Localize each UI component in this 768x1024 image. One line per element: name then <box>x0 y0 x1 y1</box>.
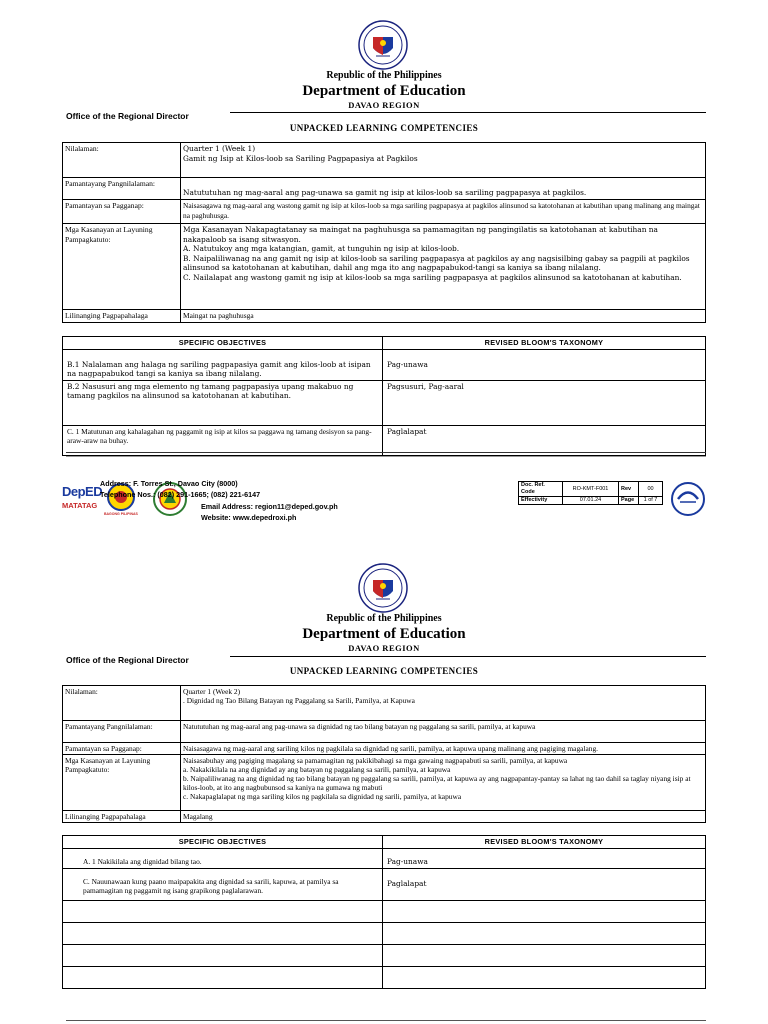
pagpapahalaga-label: Lilinanging Pagpapahalaga <box>63 811 181 823</box>
kasanayan-c: C. Nailalapat ang wastong gamit ng isip at kilos-loob sa mga sariling pagpapasya at pagkilos alinsunod sa katotohanan at kabutihan. <box>183 272 682 282</box>
pagpapahalaga-value: Maingat na paghuhusga <box>181 310 706 323</box>
objective-cell: B.2 Nasusuri ang mga elemento ng tamang pagpapasiya upang makabuo ng tamang pagkilos na alinsunod sa katotohanan at kabutihan. <box>63 380 383 425</box>
table-row <box>63 178 706 200</box>
table-row <box>63 900 706 922</box>
kasanayan-label: Mga Kasanayan at Layuning Pampagkatuto: <box>63 755 181 811</box>
department-title: Department of Education <box>302 626 466 642</box>
objective-cell: C. 1 Matutunan ang kahalagahan ng paggamit ng isip at kilos sa paggawa ng tamang desisyon sa pang-araw-araw na buhay. <box>63 425 383 455</box>
document-title: UNPACKED LEARNING COMPETENCIES <box>289 666 479 676</box>
footer-telephone: Telephone Nos.: (082) 291-1665; (082) 221-6147 <box>100 490 261 499</box>
pangnilalaman-value: Natututuhan ng mag-aaral ang pag-unawa sa dignidad ng tao bilang batayan ng paggalang sa sarili, pamilya, at kapuwa <box>181 721 706 743</box>
header-divider <box>230 656 706 657</box>
table-row <box>519 482 663 497</box>
header-divider <box>230 112 706 113</box>
pangnilalaman-value <box>181 178 706 200</box>
certification-badge-icon <box>668 480 708 518</box>
table-row <box>63 425 706 455</box>
table-header-row <box>63 337 706 350</box>
kasanayan-a: a. Nakakikilala na ang dignidad ay ang batayan ng paggalang sa sarili, pamilya, at kapuwa <box>183 765 451 774</box>
footer-divider <box>66 456 706 457</box>
table-row <box>63 755 706 811</box>
deped-logo-text: DepED <box>62 484 103 499</box>
region-title: DAVAO REGION <box>348 100 420 110</box>
table-row <box>63 686 706 721</box>
website-link[interactable]: Website: www.depedroxi.ph <box>201 513 297 522</box>
week1-content-table <box>62 142 706 323</box>
deped-seal-icon <box>358 563 408 613</box>
pangnilalaman-label: Pamantayang Pangnilalaman: <box>63 721 181 743</box>
objective-cell: A. 1 Nakikilala ang dignidad bilang tao. <box>63 848 383 868</box>
objectives-header: SPECIFIC OBJECTIVES <box>63 337 383 350</box>
nilalaman-value <box>181 143 706 178</box>
bloom-cell: Paglalapat <box>383 868 706 900</box>
footer-divider <box>66 1020 706 1021</box>
bloom-cell <box>383 922 706 944</box>
footer-email <box>201 502 338 511</box>
objective-cell <box>63 944 383 966</box>
table-row <box>63 380 706 425</box>
kasanayan-c: c. Nakapaglalapat ng mga sariling kilos ng pagkilala sa dignidad ng sarili, pamilya, at kapuwa <box>183 792 462 801</box>
office-label: Office of the Regional Director <box>66 655 189 665</box>
bloom-cell <box>383 966 706 988</box>
objectives-header: SPECIFIC OBJECTIVES <box>63 836 383 849</box>
bloom-header: REVISED BLOOM'S TAXONOMY <box>383 337 706 350</box>
table-row <box>63 922 706 944</box>
document-reference-box <box>518 481 663 505</box>
region-title: DAVAO REGION <box>348 643 420 653</box>
table-row <box>63 743 706 755</box>
kasanayan-intro: Naisasabuhay ang pagiging magalang sa pamamagitan ng pakikibahagi sa mga gawaing nagpapabuti sa sarili, pamilya, at kapuwa <box>183 756 568 765</box>
rev-value: 00 <box>639 482 663 497</box>
pagganap-label: Pamantayan sa Pagganap: <box>63 200 181 224</box>
kasanayan-a: A. Natutukoy ang mga katangian, gamit, at tunguhin ng isip at kilos-loob. <box>183 244 460 254</box>
week2-content-table <box>62 685 706 823</box>
table-row <box>63 224 706 310</box>
page-value: 1 of 7 <box>639 497 663 505</box>
table-row <box>63 200 706 224</box>
bloom-cell: Paglalapat <box>383 425 706 455</box>
republic-title: Republic of the Philippines <box>326 613 442 624</box>
objective-cell: B.1 Nalalaman ang halaga ng sariling pagpapasiya gamit ang kilos-loob at isipan na nagpapabukod tangi sa kaniya sa ibang nilalang. <box>63 349 383 380</box>
objective-cell <box>63 900 383 922</box>
kasanayan-b: B. Naipaliliwanag na ang gamit ng isip at kilos-loob sa sariling pagpapasya at pagkilos ay ang nagsisilbing gabay sa pagpili at pagkilos alinsunod sa katotohanan at kabutihan, dahil ang mga ito ang nagpapabukod-tangi sa kaniya sa ibang nilalang. <box>183 253 690 273</box>
topic: . Dignidad ng Tao Bilang Batayan ng Paggalang sa Sarili, Pamilya, at Kapuwa <box>183 696 415 705</box>
table-row <box>63 349 706 380</box>
republic-title: Republic of the Philippines <box>326 70 442 81</box>
page-label: Page <box>619 497 639 505</box>
table-row <box>63 868 706 900</box>
matatag-logo-text: MATATAG <box>62 501 98 510</box>
kasanayan-label: Mga Kasanayan at Layuning Pampagkatuto: <box>63 224 181 310</box>
table-row <box>63 143 706 178</box>
nilalaman-value <box>181 686 706 721</box>
quarter-week: Quarter 1 (Week 2) <box>183 687 241 696</box>
footer-website <box>201 513 296 522</box>
footer-address: Address: F. Torres St., Davao City (8000) <box>100 479 238 488</box>
nilalaman-label: Nilalaman: <box>63 143 181 178</box>
objective-cell <box>63 922 383 944</box>
objective-cell: C. Nauunawaan kung paano maipapakita ang dignidad sa sarili, kapuwa, at pamilya sa pamamagitan ng paggamit ng isang grapikong paglalarawan. <box>63 868 383 900</box>
doc-ref-value: RO-KMT-F001 <box>563 482 619 497</box>
table-row <box>63 848 706 868</box>
kasanayan-b: b. Naipaliliwanag na ang dignidad ng tao bilang batayan ng paggalang sa sarili, pamilya, at kapuwa ay ang nagpapantay-pantay sa lahat ng tao dahil sa taglay niyang isip at kilos-loob, at ito ang nagbubunsod sa kaniya na gumawa ng mabuti <box>183 774 691 792</box>
pagganap-label: Pamantayan sa Pagganap: <box>63 743 181 755</box>
pagganap-value: Naisasagawa ng mag-aaral ang sariling kilos ng pagkilala sa dignidad ng sarili, pamilya, at kapuwa upang malinang ang pagiging magalang. <box>181 743 706 755</box>
nilalaman-label: Nilalaman: <box>63 686 181 721</box>
table-row <box>63 966 706 988</box>
table-row <box>63 944 706 966</box>
pangnilalaman-label: Pamantayang Pangnilalaman: <box>63 178 181 200</box>
email-link[interactable]: Email Address: region11@deped.gov.ph <box>201 502 338 511</box>
footer-divider <box>66 452 706 453</box>
bloom-cell: Pag-unawa <box>383 349 706 380</box>
doc-ref-label: Doc. Ref. Code <box>519 482 563 497</box>
week1-objectives-table <box>62 336 706 456</box>
table-row <box>63 811 706 823</box>
objective-cell <box>63 966 383 988</box>
document-title: UNPACKED LEARNING COMPETENCIES <box>289 123 479 133</box>
bagong-pilipinas-text: BAGONG PILIPINAS <box>104 512 138 516</box>
pagpapahalaga-value: Magalang <box>181 811 706 823</box>
effectivity-label: Effectivity <box>519 497 563 505</box>
kasanayan-value <box>181 224 706 310</box>
deped-seal-icon <box>358 20 408 70</box>
bloom-cell <box>383 944 706 966</box>
table-row <box>519 497 663 505</box>
topic: Gamit ng Isip at Kilos-loob sa Sariling Pagpapasiya at Pagkilos <box>183 153 418 163</box>
quarter-week: Quarter 1 (Week 1) <box>183 144 256 153</box>
pangnilalaman-text: Natututuhan ng mag-aaral ang pag-unawa sa gamit ng isip at kilos-loob sa sariling pagpapasya at pagkilos. <box>183 188 587 198</box>
bloom-cell <box>383 900 706 922</box>
kasanayan-intro: Mga Kasanayan Nakapagtatanay sa maingat na paghuhusga sa pamamagitan ng pangingilatis sa katotohanan at kabutihan na nakapaloob sa isang sitwasyon. <box>183 225 658 244</box>
pagganap-value: Naisasagawa ng mag-aaral ang wastong gamit ng isip at kilos-loob sa mga sariling pagpapasya at pagkilos alinsunod sa katotohanan at kabutihan upang malinang ang maingat na paghuhusga. <box>181 200 706 224</box>
week2-objectives-table <box>62 835 706 989</box>
table-header-row <box>63 836 706 849</box>
bloom-header: REVISED BLOOM'S TAXONOMY <box>383 836 706 849</box>
bloom-cell: Pag-unawa <box>383 848 706 868</box>
department-title: Department of Education <box>302 83 466 99</box>
office-label: Office of the Regional Director <box>66 111 189 121</box>
effectivity-value: 07.01.24 <box>563 497 619 505</box>
pagpapahalaga-label: Lilinanging Pagpapahalaga <box>63 310 181 323</box>
kasanayan-value <box>181 755 706 811</box>
table-row <box>63 310 706 323</box>
bloom-cell: Pagsusuri, Pag-aaral <box>383 380 706 425</box>
rev-label: Rev <box>619 482 639 497</box>
table-row <box>63 721 706 743</box>
